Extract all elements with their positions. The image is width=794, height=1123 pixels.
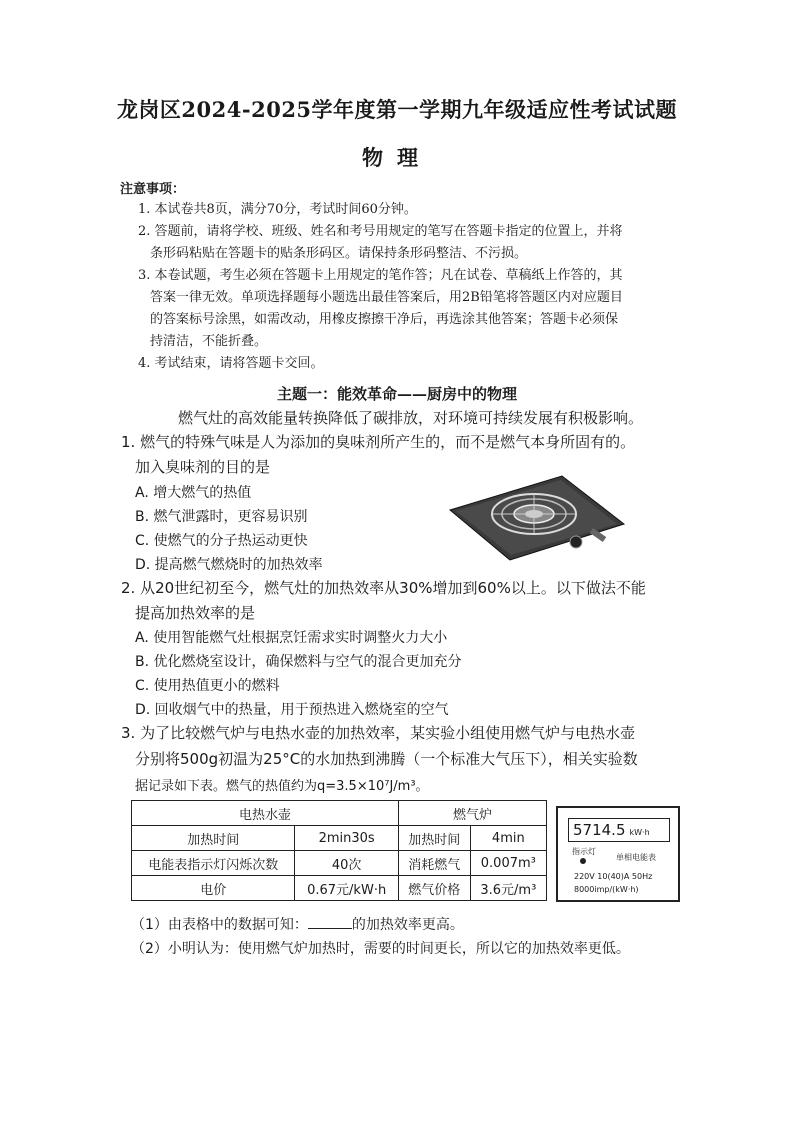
table-cell: 电能表指示灯闪烁次数 [132, 851, 295, 876]
theme-intro: 燃气灶的高效能量转换降低了碳排放，对环境可持续发展有积极影响。 [178, 409, 644, 427]
subject-title: 物理 [362, 145, 432, 170]
notice-item: 3. 本卷试题，考生必须在答题卡上用规定的笔作答；凡在试卷、草稿纸上作答的，其 [138, 268, 623, 283]
notice-item: 条形码粘贴在答题卡的贴条形码区。请保持条形码整洁、不污损。 [150, 246, 528, 261]
q3-sub2: （2）小明认为：使用燃气炉加热时，需要的时间更长，所以它的加热效率更低。 [131, 941, 630, 957]
notice-item: 4. 考试结束，请将答题卡交回。 [138, 356, 324, 371]
theme-title: 主题一：能效革命——厨房中的物理 [276, 385, 517, 403]
table-cell: 2min30s [295, 826, 399, 851]
notice-heading: 注意事项： [120, 182, 186, 197]
table-cell: 0.007m³ [470, 851, 546, 876]
notice-item: 答案一律无效。单项选择题每小题选出最佳答案后，用2B铅笔将答题区内对应题目 [150, 290, 623, 305]
q2-option-a: A. 使用智能燃气灶根据烹饪需求实时调整火力大小 [135, 630, 448, 646]
meter-reading: 5714.5 [573, 821, 626, 839]
notice-item: 1. 本试卷共8页，满分70分，考试时间60分钟。 [138, 202, 417, 217]
q1-option-b: B. 燃气泄露时，更容易识别 [135, 509, 308, 525]
q2-option-c: C. 使用热值更小的燃料 [135, 678, 280, 694]
q1-option-c: C. 使燃气的分子热运动更快 [135, 533, 308, 549]
q1-stem: 1. 燃气的特殊气味是人为添加的臭味剂所产生的，而不是燃气本身所固有的。 [121, 433, 636, 451]
q3-stem: 3. 为了比较燃气炉与电热水壶的加热效率，某实验小组使用燃气炉与电热水壶 [121, 724, 636, 742]
table-row [132, 876, 547, 901]
table-cell: 加热时间 [398, 826, 470, 851]
table-header-stove: 燃气炉 [398, 801, 546, 826]
q1-stem-cont: 加入臭味剂的目的是 [135, 458, 271, 476]
table-cell: 40次 [295, 851, 399, 876]
table-row [132, 826, 547, 851]
meter-spec-imp: 8000imp/(kW·h) [574, 885, 639, 894]
q3-stem-cont2: 据记录如下表。燃气的热值约为q=3.5×10⁷J/m³。 [135, 779, 429, 794]
meter-type: 单相电能表 [616, 853, 656, 862]
q3-data-table [131, 800, 547, 901]
q3-sub1-post: 的加热效率更高。 [351, 917, 464, 933]
q3-sub1-pre: （1）由表格中的数据可知： [131, 917, 308, 933]
q2-option-d: D. 回收烟气中的热量，用于预热进入燃烧室的空气 [135, 702, 449, 718]
q2-option-b: B. 优化燃烧室设计，确保燃料与空气的混合更加充分 [135, 654, 462, 670]
table-cell: 0.67元/kW·h [295, 876, 399, 901]
table-cell: 3.6元/m³ [470, 876, 546, 901]
notice-item: 持清洁，不能折叠。 [150, 334, 268, 349]
table-cell: 加热时间 [132, 826, 295, 851]
gas-stove-photo [442, 470, 626, 562]
table-cell: 4min [470, 826, 546, 851]
notice-item: 2. 答题前，请将学校、班级、姓名和考号用规定的笔写在答题卡指定的位置上，并将 [138, 224, 623, 239]
notice-item: 的答案标号涂黑，如需改动，用橡皮擦擦干净后，再选涂其他答案；答题卡必须保 [150, 312, 619, 327]
meter-lamp-label: 指示灯 [572, 847, 596, 856]
table-row [132, 851, 547, 876]
table-cell: 燃气价格 [398, 876, 470, 901]
electric-meter [556, 806, 680, 902]
q3-stem-cont: 分别将500g初温为25°C的水加热到沸腾（一个标准大气压下），相关实验数 [135, 750, 638, 768]
q2-stem: 2. 从20世纪初至今，燃气灶的加热效率从30%增加到60%以上。以下做法不能 [121, 579, 646, 597]
q1-option-d: D. 提高燃气燃烧时的加热效率 [135, 557, 323, 573]
table-row [132, 801, 547, 826]
q1-option-a: A. 增大燃气的热值 [135, 485, 252, 501]
table-cell: 消耗燃气 [398, 851, 470, 876]
meter-spec-voltage: 220V 10(40)A 50Hz [574, 872, 653, 881]
table-header-kettle: 电热水壶 [132, 801, 399, 826]
meter-unit: kW·h [629, 828, 650, 837]
indicator-lamp-icon [580, 858, 586, 864]
table-cell: 电价 [132, 876, 295, 901]
q3-sub1 [131, 914, 464, 934]
meter-reading-box [568, 818, 670, 842]
exam-title: 龙岗区2024-2025学年度第一学期九年级适应性考试试题 [116, 97, 678, 122]
answer-blank[interactable] [308, 916, 352, 929]
q2-stem-cont: 提高加热效率的是 [135, 604, 256, 622]
